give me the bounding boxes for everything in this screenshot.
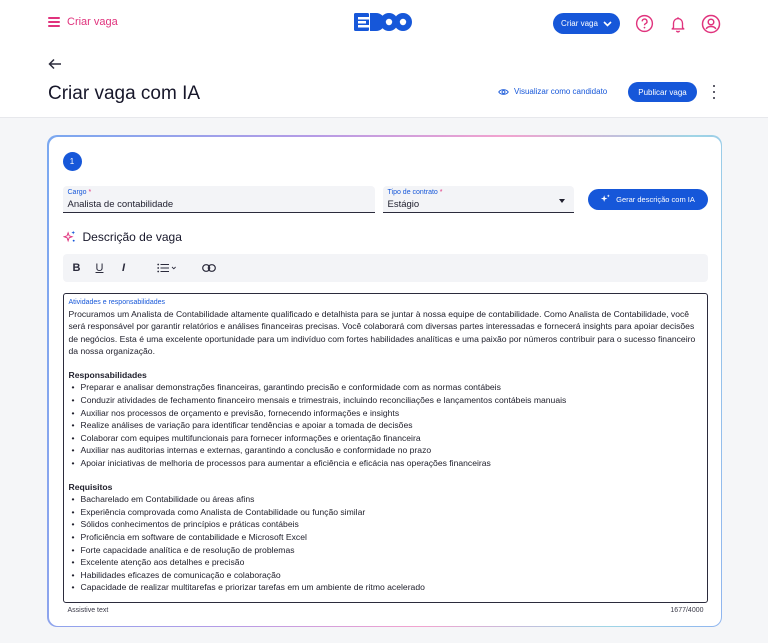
hamburger-icon (48, 17, 60, 27)
create-job-button[interactable] (553, 13, 620, 34)
list-item: • Auxiliar nas auditorias internas e externas, garantindo a conclusão e conformidade no prazo (72, 444, 701, 457)
user-icon[interactable] (700, 13, 721, 34)
bold-button[interactable]: B (72, 261, 81, 274)
list-item: • Bacharelado em Contabilidade ou áreas afins (72, 493, 701, 506)
requirements-list (69, 493, 701, 594)
list-item: • Colaborar com equipes multifuncionais para fornecer informações e orientação financeira (72, 432, 701, 445)
intro-paragraph: Procuramos um Analista de Contabilidade altamente qualificado e detalhista para se juntar à nossa equipe de contabilidade. Como Analista de Contabilidade, você será responsável por garantir relatórios e análises financeiras precisas. Você colaborará com diversas partes interessadas e fornecerá insights para apoiar decisões de negócios. Esta é uma excelente oportunidade para um indivíduo com fortes habilidades analíticas e uma paixão por números contribuir para o sucesso financeiro da nossa organização. (68, 308, 696, 357)
create-job-label: Criar vaga (561, 19, 598, 28)
list-item: • Preparar e analisar demonstrações financeiras, garantindo precisão e conformidade com as normas contábeis (72, 381, 701, 394)
eye-icon (498, 88, 509, 96)
responsibilities-list (69, 381, 701, 469)
link-button[interactable] (201, 260, 217, 276)
cargo-label: Cargo * (67, 188, 92, 196)
top-bar (0, 0, 768, 46)
bell-icon[interactable] (667, 13, 688, 34)
list-item: • Realize análises de variação para identificar tendências e apoiar a tomada de decisões (72, 419, 701, 432)
responsibilities-heading: Responsabilidades (68, 369, 147, 380)
bullet-list-icon (157, 263, 177, 273)
requirements-heading: Requisitos (68, 481, 113, 492)
job-form-card-border (47, 135, 722, 627)
page-title: Criar vaga com IA (48, 83, 201, 104)
chevron-down-icon (603, 21, 612, 27)
list-item: • Capacidade de realizar multitarefas e priorizar tarefas em um ambiente de ritmo acelerado (72, 581, 701, 594)
list-item: • Proficiência em software de contabilidade e Microsoft Excel (72, 531, 701, 544)
assistive-text: Assistive text (67, 606, 109, 614)
back-arrow-icon[interactable] (48, 58, 62, 70)
cargo-value: Analista de contabilidade (67, 198, 174, 210)
sparkle-icon (63, 230, 76, 243)
underline-button[interactable]: U (95, 261, 104, 274)
sparkle-icon (600, 194, 610, 204)
list-item: • Habilidades eficazes de comunicação e colaboração (72, 569, 701, 582)
list-item: • Auxiliar nos processos de orçamento e previsão, fornecendo informações e insights (72, 407, 701, 420)
preview-as-candidate-link[interactable] (498, 87, 607, 96)
description-title-text: Descrição de vaga (82, 229, 182, 244)
character-counter: 1677/4000 (670, 606, 704, 614)
menu-label: Criar vaga (67, 16, 118, 28)
editor-toolbar (63, 254, 708, 282)
generate-description-label: Gerar descrição com IA (616, 194, 695, 204)
italic-button[interactable]: I (121, 261, 126, 274)
list-button[interactable] (155, 260, 179, 276)
list-item: • Conduzir atividades de fechamento financeiro mensais e trimestrais, incluindo reconciliações e lançamentos contábeis manuais (72, 394, 701, 407)
link-icon (202, 264, 216, 272)
list-item: • Sólidos conhecimentos de princípios e práticas contábeis (72, 518, 701, 531)
publish-button[interactable]: Publicar vaga (628, 82, 697, 102)
dropdown-arrow-icon (559, 199, 565, 203)
edoo-logo (354, 12, 414, 32)
page-header (0, 46, 768, 118)
contract-type-label: Tipo de contrato * (387, 188, 443, 196)
generate-description-button[interactable] (588, 189, 708, 210)
menu-button[interactable] (48, 16, 118, 28)
cargo-field[interactable] (63, 186, 375, 213)
list-item: • Experiência comprovada como Analista de Contabilidade ou função similar (72, 506, 701, 519)
editor-content (69, 308, 701, 594)
contract-type-value: Estágio (387, 198, 420, 210)
more-options-icon[interactable] (708, 85, 720, 99)
preview-link-label: Visualizar como candidato (514, 87, 608, 96)
step-badge: 1 (63, 152, 82, 171)
help-icon[interactable] (634, 13, 655, 34)
list-item: • Apoiar iniciativas de melhoria de processos para aumentar a eficiência e eficácia nas operações financeiras (72, 457, 701, 470)
editor-label: Atividades e responsabilidades (68, 298, 166, 306)
list-item: • Excelente atenção aos detalhes e precisão (72, 556, 701, 569)
job-form-card (49, 137, 721, 626)
description-section-title (63, 230, 182, 244)
contract-type-select[interactable] (383, 186, 574, 213)
description-editor[interactable] (63, 293, 708, 603)
list-item: • Forte capacidade analítica e de resolução de problemas (72, 544, 701, 557)
